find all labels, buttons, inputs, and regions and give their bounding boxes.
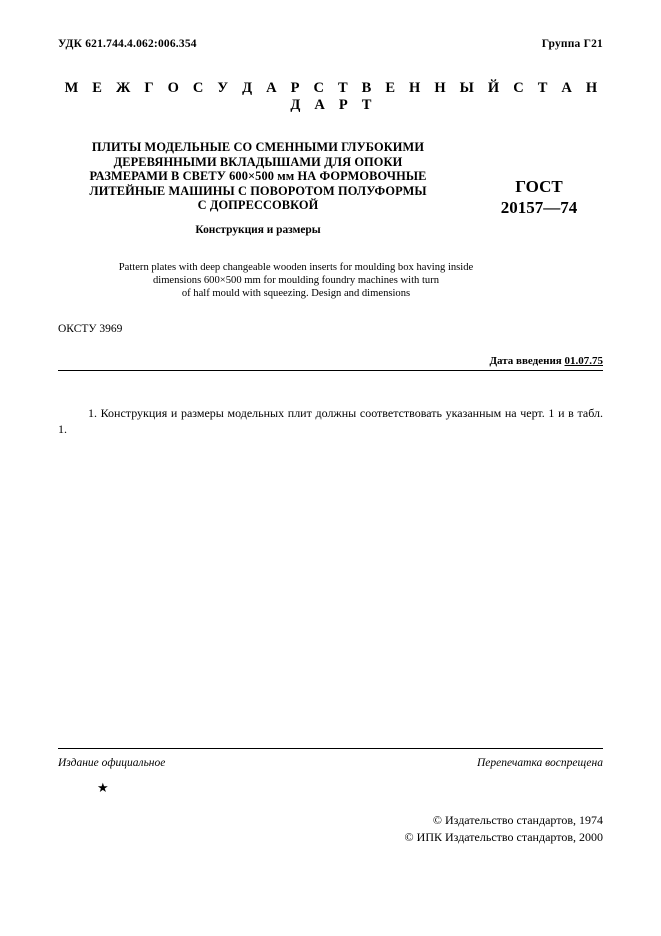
title-block bbox=[58, 140, 603, 245]
title-line: ПЛИТЫ МОДЕЛЬНЫЕ СО СМЕННЫМИ ГЛУБОКИМИ bbox=[91, 140, 425, 154]
group-code: Группа Г21 bbox=[541, 38, 603, 50]
gost-label: ГОСТ bbox=[515, 177, 563, 196]
title-line: ДЕРЕВЯННЫМИ ВКЛАДЫШАМИ ДЛЯ ОПОКИ bbox=[113, 154, 403, 169]
document-footer bbox=[58, 748, 603, 846]
copyright-line: © ИПК Издательство стандартов, 2000 bbox=[404, 830, 603, 844]
page-subtitle: Конструкция и размеры bbox=[195, 223, 321, 236]
introduction-date-value: 01.07.75 bbox=[564, 354, 603, 367]
footer-notice-row bbox=[58, 757, 603, 769]
document-content bbox=[58, 38, 603, 437]
body-paragraph: 1. Конструкция и размеры модельных плит должны соответствовать указанным на черт. 1 и в табл. 1. bbox=[58, 405, 603, 436]
page-title bbox=[58, 140, 458, 213]
copyright-line: © Издательство стандартов, 1974 bbox=[432, 813, 603, 827]
reprint-prohibited-note: Перепечатка воспрещена bbox=[476, 757, 603, 769]
footer-rule bbox=[58, 748, 603, 749]
gost-designation bbox=[475, 176, 603, 218]
document-header bbox=[58, 38, 603, 50]
okstu-code: ОКСТУ 3969 bbox=[58, 322, 123, 335]
title-line: РАЗМЕРАМИ В СВЕТУ 600×500 мм НА ФОРМОВОЧНЫЕ bbox=[89, 169, 427, 184]
english-translation bbox=[66, 261, 526, 301]
english-line: dimensions 600×500 mm for moulding foundry machines with turn bbox=[152, 275, 440, 287]
english-line: of half mould with squeezing. Design and dimensions bbox=[181, 288, 411, 300]
official-edition-note: Издание официальное bbox=[58, 757, 166, 769]
title-line: ЛИТЕЙНЫЕ МАШИНЫ С ПОВОРОТОМ ПОЛУФОРМЫ bbox=[89, 183, 427, 198]
gost-number: 20157—74 bbox=[500, 198, 578, 217]
copyright-block bbox=[58, 812, 603, 846]
horizontal-rule bbox=[58, 370, 603, 371]
introduction-date bbox=[58, 355, 603, 367]
english-line: Pattern plates with deep changeable wooden inserts for moulding box having inside bbox=[118, 262, 474, 273]
title-line: С ДОПРЕССОВКОЙ bbox=[197, 198, 319, 213]
star-icon: ★ bbox=[97, 780, 109, 795]
udk-code: УДК 621.744.4.062:006.354 bbox=[58, 38, 197, 50]
standard-type-heading: М Е Ж Г О С У Д А Р С Т В Е Н Н Ы Й С Т А Н Д А Р Т bbox=[64, 80, 603, 113]
introduction-date-label: Дата введения bbox=[489, 354, 562, 367]
